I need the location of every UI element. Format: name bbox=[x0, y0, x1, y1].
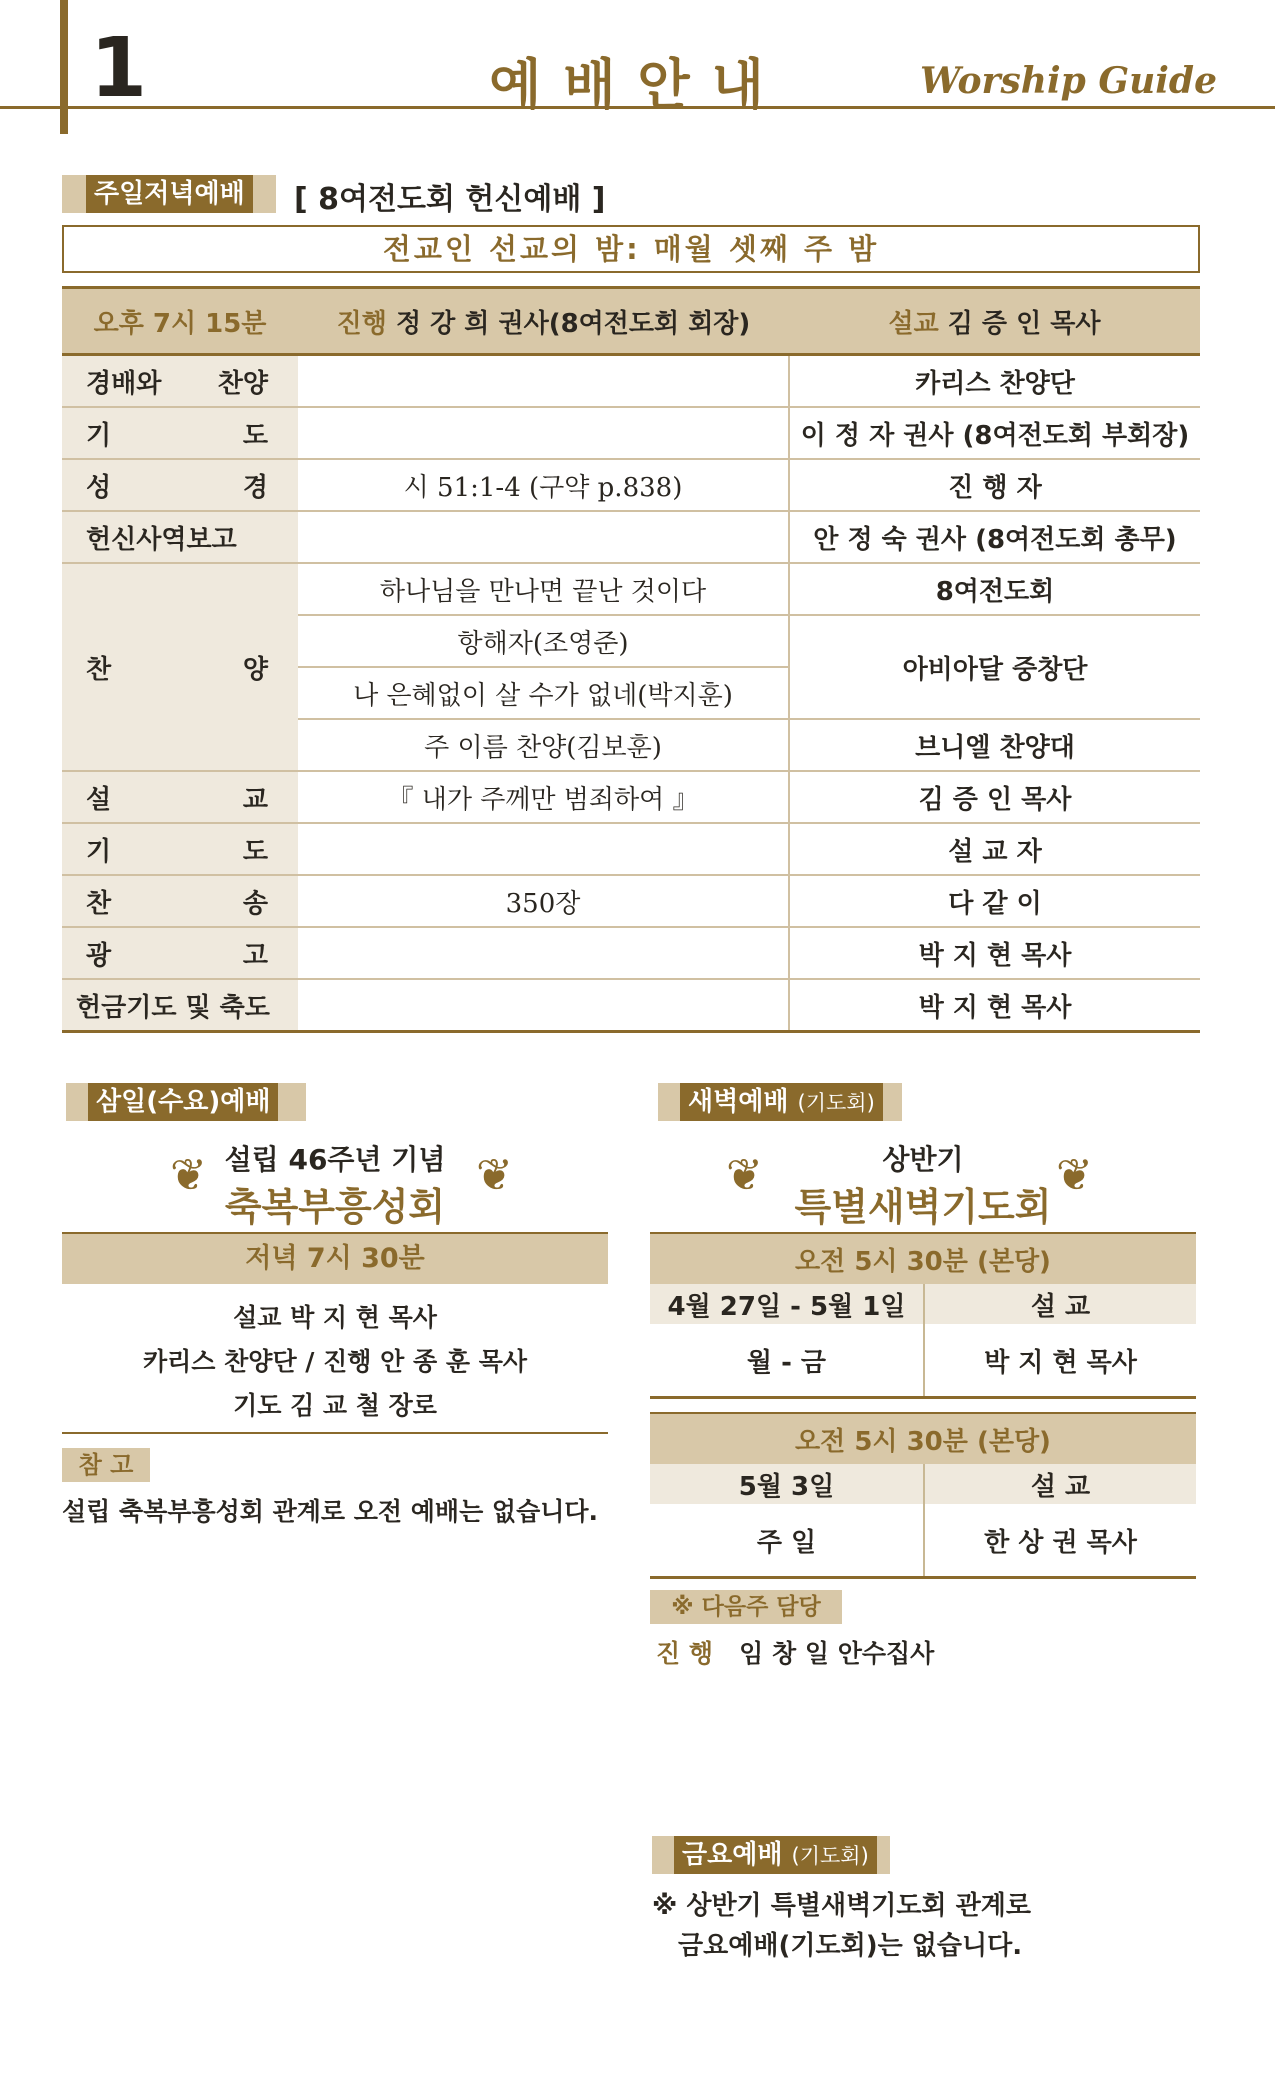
row-person: 8여전도회 bbox=[789, 563, 1200, 615]
leader-name: 정 강 희 권사(8여전도회 회장) bbox=[395, 308, 751, 339]
row-label: 찬 송 bbox=[62, 875, 298, 927]
row-content: 시 51:1-4 (구약 p.838) bbox=[298, 459, 789, 511]
divider bbox=[62, 1432, 608, 1434]
table-row bbox=[62, 563, 1200, 615]
row-content bbox=[298, 407, 789, 459]
page-subtitle: Worship Guide bbox=[920, 60, 1217, 102]
row-person: 안 정 숙 권사 (8여전도회 총무) bbox=[789, 511, 1200, 563]
dawn-title: 특별새벽기도회 bbox=[794, 1185, 1052, 1229]
wednesday-time: 저녁 7시 30분 bbox=[62, 1232, 608, 1284]
row-content bbox=[298, 979, 789, 1032]
dawn-tag-label: 새벽예배 bbox=[688, 1087, 789, 1117]
wednesday-details bbox=[62, 1296, 608, 1428]
service-time: 오후 7시 15분 bbox=[62, 288, 298, 355]
table-row bbox=[62, 511, 1200, 563]
leader-label: 진행 bbox=[336, 308, 387, 339]
dawn-day: 월 - 금 bbox=[650, 1324, 924, 1398]
table-row bbox=[62, 459, 1200, 511]
wednesday-line: 설교 박 지 현 목사 bbox=[233, 1303, 437, 1332]
row-content bbox=[298, 823, 789, 875]
laurel-right-icon: ❦ bbox=[476, 1150, 513, 1201]
next-week-line bbox=[656, 1634, 934, 1670]
friday-note-line: ※ 상반기 특별새벽기도회 관계로 bbox=[652, 1891, 1031, 1921]
table-row bbox=[62, 823, 1200, 875]
dawn-preacher: 한 상 권 목사 bbox=[924, 1504, 1196, 1578]
dawn-col-label: 설 교 bbox=[924, 1464, 1196, 1504]
dawn-date: 5월 3일 bbox=[650, 1464, 924, 1504]
mission-banner: 전교인 선교의 밤: 매월 셋째 주 밤 bbox=[62, 225, 1200, 273]
row-label: 경배와 찬양 bbox=[62, 355, 298, 408]
table-row bbox=[62, 407, 1200, 459]
page-title: 예배안내 bbox=[489, 53, 786, 116]
dawn-table-1 bbox=[650, 1232, 1196, 1399]
row-label: 기 도 bbox=[62, 407, 298, 459]
row-person: 김 증 인 목사 bbox=[789, 771, 1200, 823]
page-number: 1 bbox=[90, 21, 148, 116]
row-label: 광 고 bbox=[62, 927, 298, 979]
row-content bbox=[298, 355, 789, 408]
dawn-time: 오전 5시 30분 (본당) bbox=[650, 1233, 1196, 1284]
row-person: 브니엘 찬양대 bbox=[789, 719, 1200, 771]
row-person: 다 같 이 bbox=[789, 875, 1200, 927]
preacher-name: 김 증 인 목사 bbox=[947, 308, 1101, 339]
row-content bbox=[298, 927, 789, 979]
row-label: 찬 양 bbox=[62, 563, 298, 771]
table-row bbox=[62, 979, 1200, 1032]
friday-tag-label: 금요예배 bbox=[682, 1840, 783, 1870]
dawn-time: 오전 5시 30분 (본당) bbox=[650, 1413, 1196, 1464]
revival-title: 축복부흥성회 bbox=[224, 1185, 446, 1229]
wednesday-line: 기도 김 교 철 장로 bbox=[233, 1391, 437, 1420]
sunday-evening-tag: 주일저녁예배 bbox=[86, 175, 253, 213]
row-content: 350장 bbox=[298, 875, 789, 927]
dawn-day: 주 일 bbox=[650, 1504, 924, 1578]
laurel-left-icon: ❦ bbox=[726, 1150, 763, 1201]
row-person: 카리스 찬양단 bbox=[789, 355, 1200, 408]
wednesday-tag: 삼일(수요)예배 bbox=[88, 1083, 278, 1121]
dawn-date: 4월 27일 - 5월 1일 bbox=[650, 1284, 924, 1324]
table-row bbox=[62, 771, 1200, 823]
row-content: 하나님을 만나면 끝난 것이다 bbox=[298, 563, 789, 615]
table-header-row bbox=[62, 288, 1200, 355]
dawn-subtitle: 상반기 bbox=[882, 1143, 964, 1176]
anniversary-subtitle: 설립 46주년 기념 bbox=[224, 1143, 446, 1176]
wednesday-line: 카리스 찬양단 / 진행 안 종 훈 목사 bbox=[142, 1347, 527, 1376]
laurel-right-icon: ❦ bbox=[1056, 1150, 1093, 1201]
row-content: 『 내가 주께만 범죄하여 』 bbox=[298, 771, 789, 823]
dawn-preacher: 박 지 현 목사 bbox=[924, 1324, 1196, 1398]
dawn-col-label: 설 교 bbox=[924, 1284, 1196, 1324]
row-content bbox=[298, 511, 789, 563]
row-person: 진 행 자 bbox=[789, 459, 1200, 511]
table-row bbox=[62, 927, 1200, 979]
row-person: 이 정 자 권사 (8여전도회 부회장) bbox=[789, 407, 1200, 459]
leader-cell bbox=[298, 288, 789, 355]
row-content: 주 이름 찬양(김보훈) bbox=[298, 719, 789, 771]
sermon-cell bbox=[789, 288, 1200, 355]
note-label: 참 고 bbox=[62, 1448, 150, 1482]
row-person: 박 지 현 목사 bbox=[789, 927, 1200, 979]
next-week-person: 임 창 일 안수집사 bbox=[739, 1639, 935, 1668]
table-row bbox=[62, 875, 1200, 927]
next-week-label: ※ 다음주 담당 bbox=[650, 1590, 842, 1624]
friday-note-line: 금요예배(기도회)는 없습니다. bbox=[678, 1931, 1023, 1961]
wednesday-note: 설립 축복부흥성회 관계로 오전 예배는 없습니다. bbox=[62, 1497, 599, 1526]
table-row bbox=[62, 355, 1200, 408]
row-content: 나 은혜없이 살 수가 없네(박지훈) bbox=[298, 667, 789, 719]
row-label: 성 경 bbox=[62, 459, 298, 511]
friday-note bbox=[652, 1886, 1031, 1966]
row-person: 아비아달 중창단 bbox=[789, 615, 1200, 719]
row-label: 설 교 bbox=[62, 771, 298, 823]
sermon-label: 설교 bbox=[888, 308, 939, 339]
event-title: [ 8여전도회 헌신예배 ] bbox=[294, 182, 606, 217]
dawn-tag bbox=[680, 1083, 883, 1121]
sunday-order-table bbox=[62, 286, 1200, 1033]
row-label: 헌신사역보고 bbox=[62, 511, 298, 563]
row-person: 박 지 현 목사 bbox=[789, 979, 1200, 1032]
row-content: 항해자(조영준) bbox=[298, 615, 789, 667]
friday-tag-small: (기도회) bbox=[791, 1844, 869, 1868]
dawn-tag-small: (기도회) bbox=[797, 1091, 875, 1115]
row-label: 헌금기도 및 축도 bbox=[62, 979, 298, 1032]
row-label: 기 도 bbox=[62, 823, 298, 875]
next-week-role: 진 행 bbox=[656, 1639, 714, 1668]
friday-tag bbox=[674, 1836, 877, 1874]
dawn-table-2 bbox=[650, 1412, 1196, 1579]
laurel-left-icon: ❦ bbox=[170, 1150, 207, 1201]
row-person: 설 교 자 bbox=[789, 823, 1200, 875]
